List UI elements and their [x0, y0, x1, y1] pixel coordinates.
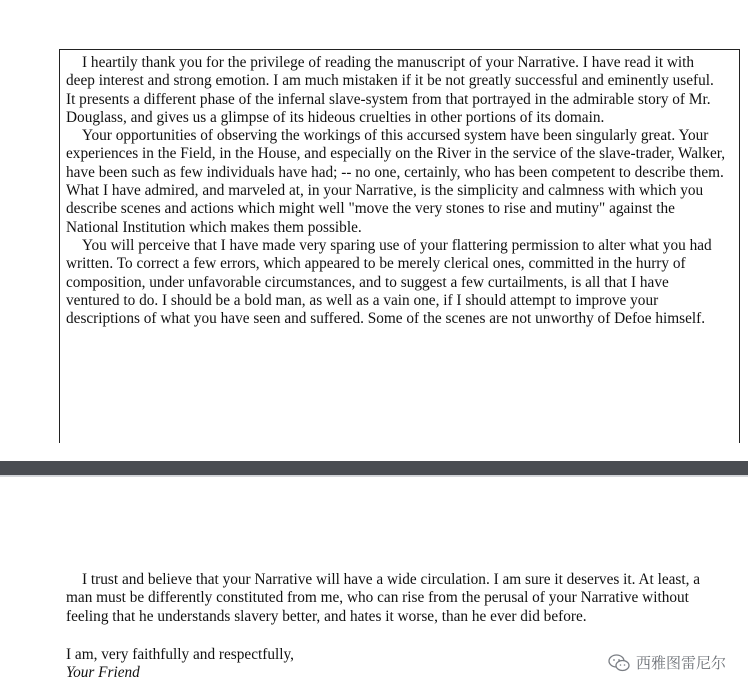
paragraph-4: I trust and believe that your Narrative will have a wide circulation. I am sure it deserves it. At least, a man must be differently constituted from me, who can rise from the perusal of your Narrative without feeling that he understands slavery better, and hates it worse, than he ever did before.: [66, 571, 701, 625]
watermark-text: 西雅图雷尼尔: [635, 654, 726, 672]
page-1-text: [66, 54, 726, 328]
page-2-text: [66, 571, 726, 626]
signature: Your Friend: [66, 664, 140, 682]
paragraph-3: You will perceive that I have made very sparing use of your flattering permission to alter what you had written. To correct a few errors, which appeared to be merely clerical ones, committed in the hurry of composition, under unfavorable circumstances, and to suggest a few curtailments, is all that I have ventured to do. I should be a bold man, as well as a vain one, if I should attempt to improve your descriptions of what you have seen and suffered. Some of the scenes are not unworthy of Defoe himself.: [66, 236, 712, 328]
paragraph-1: I heartily thank you for the privilege of reading the manuscript of your Narrative. I have read it with deep interest and strong emotion. I am much mistaken if it be not greatly successful and eminently useful. It presents a different phase of the infernal slave-system from that portrayed in the admirable story of Mr. Douglass, and gives us a glimpse of its hideous cruelties in other portions of its domain.: [66, 54, 714, 126]
wechat-icon: [608, 654, 630, 672]
page-divider: [0, 461, 748, 475]
watermark: [608, 652, 726, 673]
closing-line: I am, very faithfully and respectfully,: [66, 646, 294, 663]
paragraph-2: Your opportunities of observing the workings of this accursed system have been singularly great. Your experiences in the Field, in the House, and especially on the River in the service of the slave-trader, Walker, have been such as few individuals have had; -- no one, certainly, who has been competent to describe them. What I have admired, and marveled at, in your Narrative, is the simplicity and calmness with which you describe scenes and actions which might well "move the very stones to rise and mutiny" against the National Institution which makes them possible.: [66, 127, 726, 236]
closing-block: [66, 646, 294, 683]
